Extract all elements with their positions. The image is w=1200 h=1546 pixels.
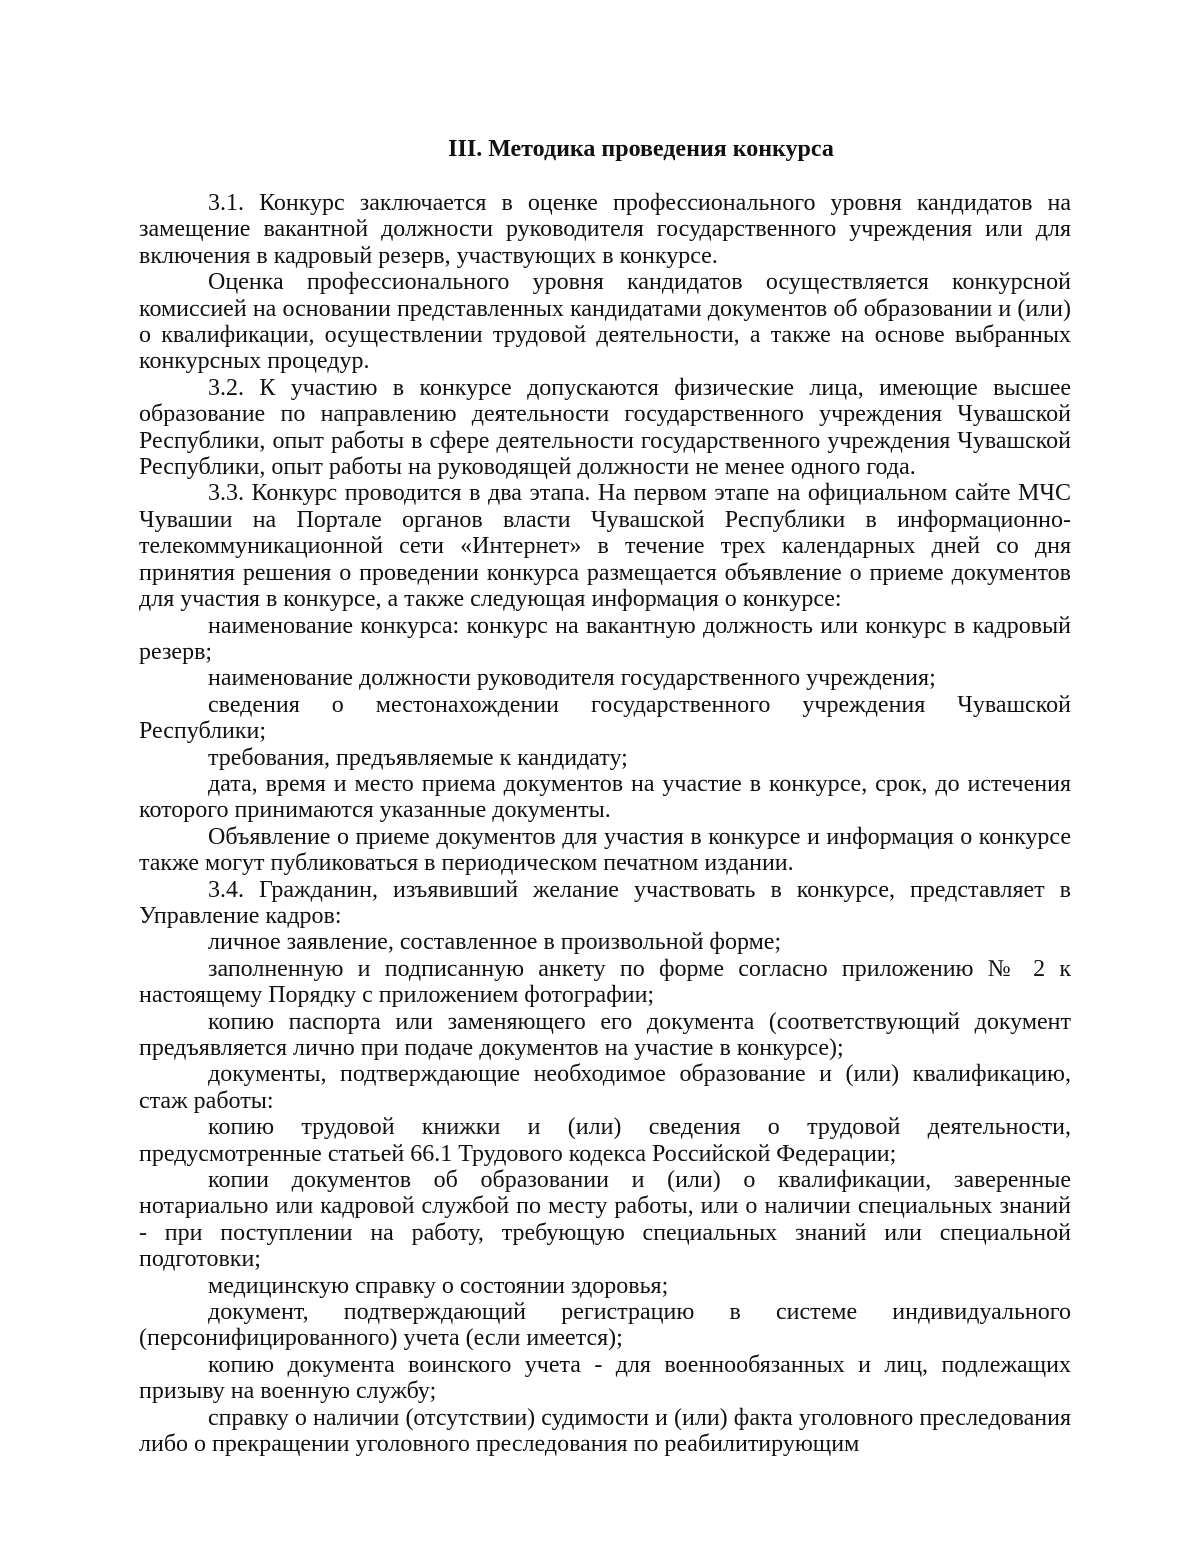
list-item-education-documents: документы, подтверждающие необходимое образование и (или) квалификацию, стаж работы: <box>139 1061 1071 1114</box>
section-title: III. Методика проведения конкурса <box>448 136 834 162</box>
list-item-work-record: копию трудовой книжки и (или) сведения о трудовой деятельности, предусмотренные статьей 66.1 Трудового кодекса Российской Федерации; <box>139 1114 1071 1167</box>
list-item-military-document: копию документа воинского учета - для военнообязанных и лиц, подлежащих призыву на военную службу; <box>139 1351 1071 1405</box>
paragraph-3-3: 3.3. Конкурс проводится в два этапа. На первом этапе на официальном сайте МЧС Чувашии на Портале органов власти Чувашской Республики в информационно-телекоммуникационной сети «Интернет» в течение трех календарных дней со дня принятия решения о проведении конкурса размещается объявление о приеме документов для участия в конкурсе, а также следующая информация о конкурсе: <box>139 480 1071 613</box>
list-item-passport: копию паспорта или заменяющего его документа (соответствующий документ предъявляется лично при подаче документов на участие в конкурсе); <box>139 1008 1071 1061</box>
list-item-education-copies: копии документов об образовании и (или) о квалификации, заверенные нотариально или кадровой службой по месту работы, или о наличии специальных знаний - при поступлении на работу, требующую специальных знаний или специальной подготовки; <box>139 1167 1071 1273</box>
list-item-application: личное заявление, составленное в произвольной форме; <box>208 929 782 956</box>
list-item-contest-name: наименование конкурса: конкурс на вакантную должность или конкурс в кадровый резерв; <box>139 612 1071 665</box>
list-item-date-time-place: дата, время и место приема документов на участие в конкурсе, срок, до истечения которого принимаются указанные документы. <box>139 770 1071 824</box>
list-item-registration-document: документ, подтверждающий регистрацию в системе индивидуального (персонифицированного) учета (если имеется); <box>139 1299 1071 1352</box>
list-item-criminal-record: справку о наличии (отсутствии) судимости и (или) факта уголовного преследования либо о прекращении уголовного преследования по реабилитирующим <box>139 1404 1071 1458</box>
paragraph-announcement: Объявление о приеме документов для участия в конкурсе и информация о конкурсе также могут публиковаться в периодическом печатном издании. <box>139 823 1071 877</box>
document-body <box>139 190 1071 1458</box>
paragraph-assessment: Оценка профессионального уровня кандидатов осуществляется конкурсной комиссией на основании представленных кандидатами документов об образовании и (или) о квалификации, осуществлении трудовой деятельности, а также на основе выбранных конкурсных процедур. <box>139 269 1071 375</box>
paragraph-3-2: 3.2. К участию в конкурсе допускаются физические лица, имеющие высшее образование по направлению деятельности государственного учреждения Чувашской Республики, опыт работы в сфере деятельности государственного учреждения Чувашской Республики, опыт работы на руководящей должности не менее одного года. <box>139 374 1071 481</box>
paragraph-3-1: 3.1. Конкурс заключается в оценке профессионального уровня кандидатов на замещение вакантной должности руководителя государственного учреждения или для включения в кадровый резерв, участвующих в конкурсе. <box>139 190 1071 269</box>
list-item-location: сведения о местонахождении государственного учреждения Чувашской Республики; <box>139 691 1071 745</box>
list-item-medical-certificate: медицинскую справку о состоянии здоровья; <box>208 1272 669 1299</box>
list-item-requirements: требования, предъявляемые к кандидату; <box>208 744 628 771</box>
list-item-questionnaire: заполненную и подписанную анкету по форме согласно приложению № 2 к настоящему Порядку с приложением фотографии; <box>139 955 1071 1009</box>
paragraph-3-4: 3.4. Гражданин, изъявивший желание участвовать в конкурсе, представляет в Управление кадров: <box>139 876 1071 929</box>
list-item-position-name: наименование должности руководителя государственного учреждения; <box>208 665 936 692</box>
